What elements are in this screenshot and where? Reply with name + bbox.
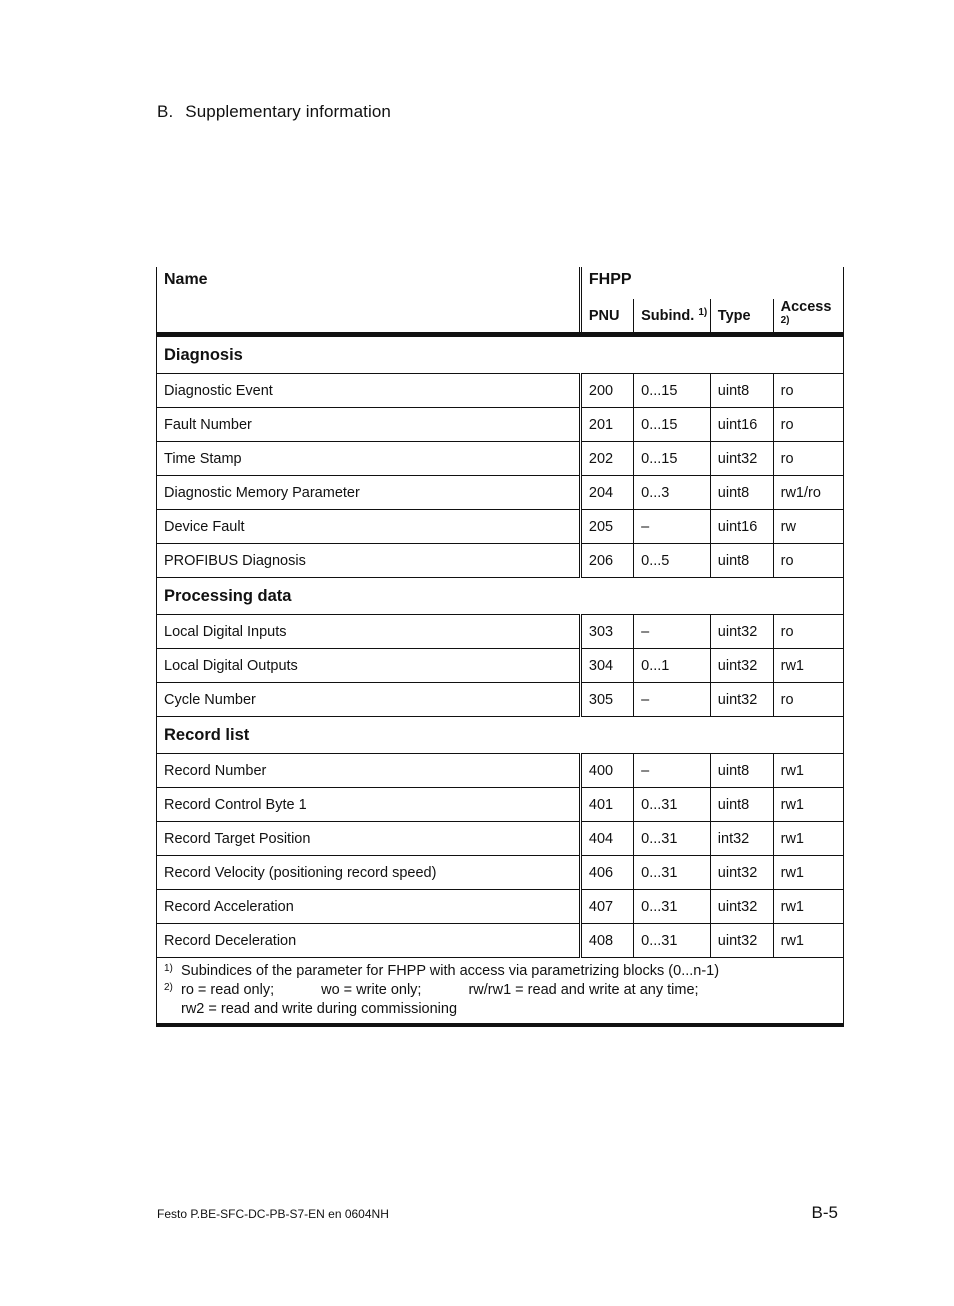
cell-pnu: 305 [580,683,633,717]
table-row [157,476,844,510]
cell-pnu: 200 [580,374,633,408]
section-title: Supplementary information [185,102,391,121]
cell-type: int32 [710,822,773,856]
group-title: Processing data [157,578,844,615]
table-body [157,335,844,958]
header-subind: Subind. $^{1)}$ [634,299,711,335]
header-fhpp: FHPP [580,267,843,299]
cell-pnu: 404 [580,822,633,856]
cell-access: rw [773,510,843,544]
cell-type: uint32 [710,683,773,717]
footnote-1: 1) Subindices of the parameter for FHPP with access via parametrizing blocks (0...n-1) [164,963,720,979]
cell-pnu: 303 [580,615,633,649]
cell-type: uint8 [710,544,773,578]
cell-type: uint8 [710,754,773,788]
cell-type: uint32 [710,890,773,924]
group-row [157,335,844,374]
cell-name: Record Deceleration [157,924,581,958]
cell-type: uint32 [710,615,773,649]
cell-subind: 0...1 [634,649,711,683]
cell-subind: 0...31 [634,856,711,890]
cell-pnu: 407 [580,890,633,924]
cell-pnu: 205 [580,510,633,544]
table-row [157,924,844,958]
cell-access: ro [773,408,843,442]
table-row [157,544,844,578]
header-type: Type [710,299,773,335]
footnote-2: 2) ro = read only; wo = write only; rw/rw1 = read and write at any time; [164,982,699,998]
group-title: Record list [157,717,844,754]
group-row [157,717,844,754]
cell-subind: 0...15 [634,374,711,408]
cell-access: ro [773,683,843,717]
table-row [157,649,844,683]
table-row [157,683,844,717]
cell-access: rw1 [773,788,843,822]
cell-subind: 0...31 [634,822,711,856]
cell-subind: 0...5 [634,544,711,578]
cell-access: ro [773,374,843,408]
cell-pnu: 406 [580,856,633,890]
cell-name: Time Stamp [157,442,581,476]
cell-name: Local Digital Inputs [157,615,581,649]
table-row [157,408,844,442]
cell-name: Cycle Number [157,683,581,717]
cell-type: uint16 [710,408,773,442]
table-row [157,822,844,856]
cell-subind: 0...31 [634,788,711,822]
cell-name: PROFIBUS Diagnosis [157,544,581,578]
page-number: B-5 [811,1203,838,1222]
table-row [157,890,844,924]
cell-type: uint8 [710,788,773,822]
group-row [157,578,844,615]
cell-pnu: 401 [580,788,633,822]
cell-type: uint16 [710,510,773,544]
cell-access: rw1 [773,856,843,890]
group-title: Diagnosis [157,335,844,374]
cell-name: Record Target Position [157,822,581,856]
cell-subind: 0...31 [634,890,711,924]
cell-name: Record Number [157,754,581,788]
cell-subind: 0...31 [634,924,711,958]
cell-pnu: 202 [580,442,633,476]
footnote-2-continued: rw2 = read and write during commissioning [181,1001,458,1017]
cell-name: Fault Number [157,408,581,442]
cell-subind: – [634,683,711,717]
cell-pnu: 408 [580,924,633,958]
table-row [157,374,844,408]
cell-pnu: 304 [580,649,633,683]
table-row [157,442,844,476]
cell-name: Record Acceleration [157,890,581,924]
cell-pnu: 201 [580,408,633,442]
table-row [157,856,844,890]
cell-access: ro [773,615,843,649]
cell-pnu: 206 [580,544,633,578]
cell-type: uint8 [710,374,773,408]
cell-name: Device Fault [157,510,581,544]
table-row [157,788,844,822]
cell-access: rw1/ro [773,476,843,510]
cell-access: rw1 [773,822,843,856]
footnotes [157,958,844,1026]
cell-name: Diagnostic Event [157,374,581,408]
cell-access: rw1 [773,754,843,788]
cell-access: ro [773,442,843,476]
cell-subind: 0...15 [634,408,711,442]
cell-name: Record Control Byte 1 [157,788,581,822]
cell-subind: – [634,510,711,544]
footnote-ref-2: 2) [780,315,790,326]
table-row [157,615,844,649]
table-row [157,510,844,544]
header-access: Access $^{2)}$ [773,299,843,335]
parameter-table [156,267,844,1027]
footnote-ref-1: 1) [698,307,708,318]
header-name: Name [157,267,581,335]
cell-name: Local Digital Outputs [157,649,581,683]
cell-type: uint32 [710,856,773,890]
cell-subind: – [634,754,711,788]
cell-name: Record Velocity (positioning record speed) [157,856,581,890]
footer-doc-id: Festo P.BE-SFC-DC-PB-S7-EN en 0604NH [157,1207,389,1221]
cell-access: ro [773,544,843,578]
cell-access: rw1 [773,649,843,683]
cell-subind: – [634,615,711,649]
cell-name: Diagnostic Memory Parameter [157,476,581,510]
cell-pnu: 400 [580,754,633,788]
cell-access: rw1 [773,890,843,924]
header-pnu: PNU [580,299,633,335]
cell-type: uint32 [710,924,773,958]
section-letter: B. [157,102,174,121]
section-header [157,102,391,122]
cell-pnu: 204 [580,476,633,510]
cell-type: uint8 [710,476,773,510]
cell-subind: 0...15 [634,442,711,476]
cell-access: rw1 [773,924,843,958]
table-row [157,754,844,788]
cell-type: uint32 [710,649,773,683]
cell-subind: 0...3 [634,476,711,510]
cell-type: uint32 [710,442,773,476]
